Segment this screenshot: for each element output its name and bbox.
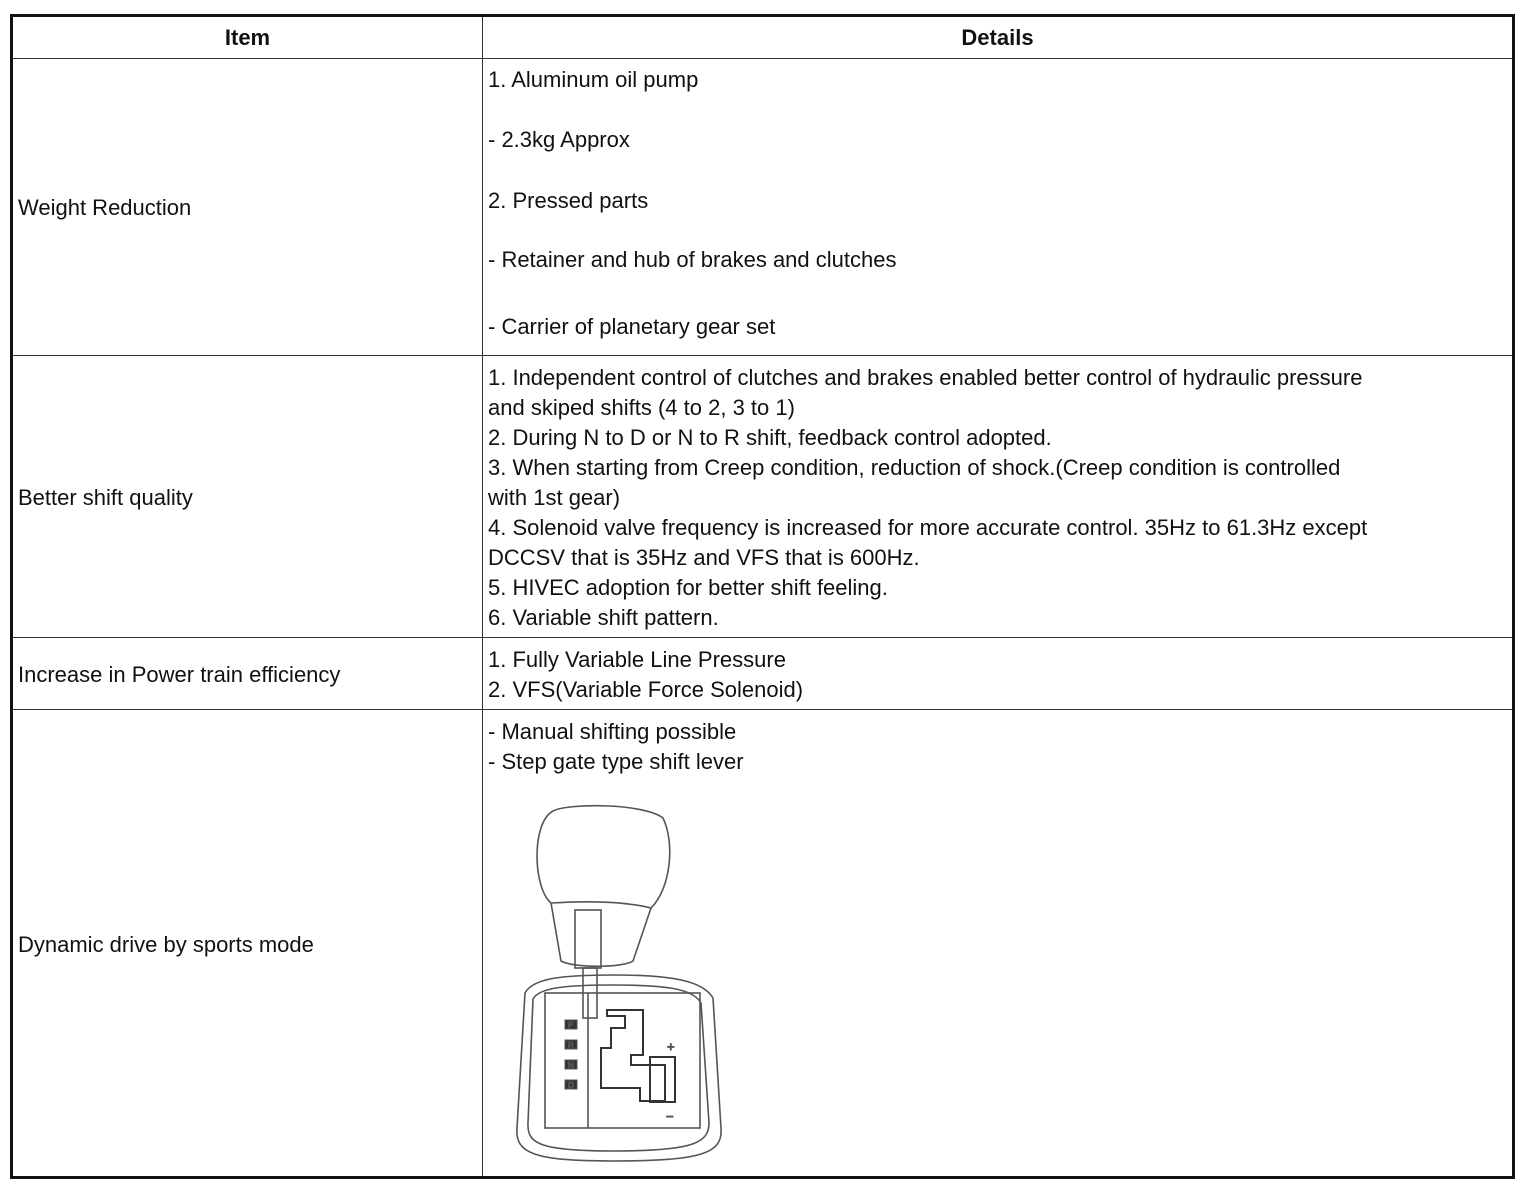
gear-label-n: N xyxy=(568,1061,574,1070)
detail-line: - Manual shifting possible xyxy=(488,719,737,744)
detail-line: - Step gate type shift lever xyxy=(488,749,744,774)
detail-line: 2. During N to D or N to R shift, feedback control adopted. xyxy=(488,425,1052,450)
minus-label: − xyxy=(666,1109,674,1124)
detail-line: - Carrier of planetary gear set xyxy=(488,314,776,339)
item-cell: Weight Reduction xyxy=(18,195,192,220)
gear-label-d: D xyxy=(568,1081,574,1090)
plus-label: + xyxy=(667,1039,675,1054)
detail-line: with 1st gear) xyxy=(488,485,621,510)
detail-line: - Retainer and hub of brakes and clutches xyxy=(488,247,897,272)
detail-line: 6. Variable shift pattern. xyxy=(488,605,719,630)
detail-line: 3. When starting from Creep condition, reduction of shock.(Creep condition is controlled xyxy=(488,455,1341,480)
detail-line: - 2.3kg Approx xyxy=(488,127,630,152)
column-divider xyxy=(482,17,483,1176)
row-divider xyxy=(13,355,1512,356)
detail-line: 5. HIVEC adoption for better shift feeling. xyxy=(488,575,888,600)
detail-line: 2. VFS(Variable Force Solenoid) xyxy=(488,677,804,702)
detail-line: 1. Fully Variable Line Pressure xyxy=(488,647,786,672)
features-table xyxy=(10,14,1515,1179)
row-divider xyxy=(13,709,1512,710)
detail-line: 2. Pressed parts xyxy=(488,188,649,213)
row-divider xyxy=(13,637,1512,638)
detail-line: 1. Aluminum oil pump xyxy=(488,67,699,92)
shift-lever-illustration xyxy=(503,803,733,1163)
item-cell: Dynamic drive by sports mode xyxy=(18,932,314,957)
detail-line: DCCSV that is 35Hz and VFS that is 600Hz. xyxy=(488,545,920,570)
header-item: Item xyxy=(224,25,271,50)
item-cell: Increase in Power train efficiency xyxy=(18,662,341,687)
row-divider xyxy=(13,58,1512,59)
gear-label-r: R xyxy=(568,1041,574,1050)
detail-line: 1. Independent control of clutches and brakes enabled better control of hydraulic pressure xyxy=(488,365,1363,390)
header-details: Details xyxy=(961,25,1034,50)
gear-label-p: P xyxy=(568,1021,574,1030)
detail-line: 4. Solenoid valve frequency is increased for more accurate control. 35Hz to 61.3Hz except xyxy=(488,515,1368,540)
item-cell: Better shift quality xyxy=(18,485,193,510)
detail-line: and skiped shifts (4 to 2, 3 to 1) xyxy=(488,395,795,420)
